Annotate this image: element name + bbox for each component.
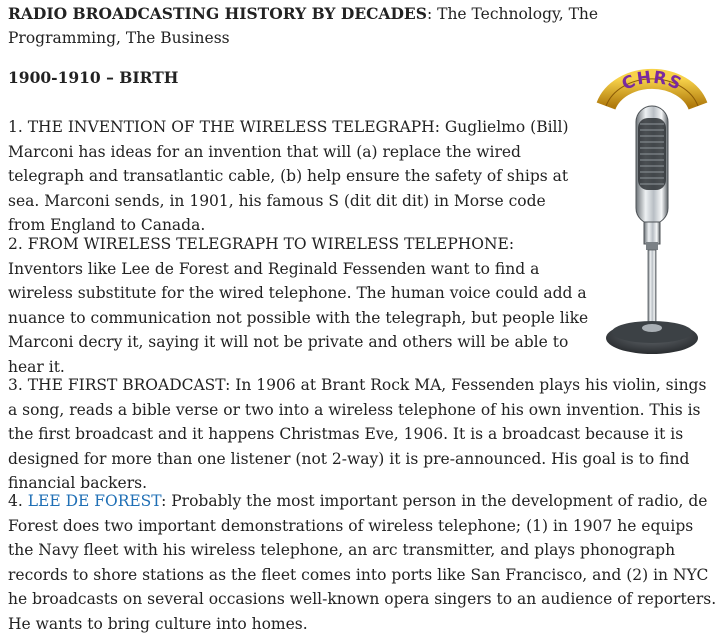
page-title-bold: RADIO BROADCASTING HISTORY BY DECADES bbox=[8, 4, 427, 23]
paragraph-4-text: : Probably the most important person in the development of radio, de Forest does two important demonstrations of wireless telephone; (1) in 1907 he equips the Navy fleet with his wireless telephone, an arc transmitter, and plays phonograph records to shore stations as the fleet comes into ports like San Francisco, and (2) in NYC he broadcasts on several occasions well-known opera singers to an audience of reporters. He wants to bring culture into homes. bbox=[8, 492, 717, 633]
paragraph-4-prefix: 4. bbox=[8, 492, 28, 510]
page-title bbox=[8, 2, 708, 50]
paragraph-1: 1. THE INVENTION OF THE WIRELESS TELEGRAPH: Guglielmo (Bill) Marconi has ideas for an invention that will (a) replace the wired telegraph and transatlantic cable, (b) help ensure the safety of ships at sea. Marconi sends, in 1901, his famous S (dit dit dit) in Morse code from England to Canada. bbox=[8, 118, 569, 235]
page-title-rest: : The Technology, The Programming, The Business bbox=[8, 5, 599, 47]
logo-text: CHRS bbox=[618, 67, 686, 95]
paragraph-4 bbox=[8, 489, 720, 637]
paragraph-2: 2. FROM WIRELESS TELEGRAPH TO WIRELESS TELEPHONE: Inventors like Lee de Forest and Reginald Fessenden want to find a wireless substitute for the wired telephone. The human voice could add a nuance to communication not possible with the telegraph, but people like Marconi decry it, saying it will not be private and others will be able to hear it. bbox=[8, 235, 589, 376]
section-title: 1900-1910 – BIRTH bbox=[8, 68, 179, 87]
microphone-icon bbox=[592, 66, 712, 372]
paragraph-3: 3. THE FIRST BROADCAST: In 1906 at Brant Rock MA, Fessenden plays his violin, sings a song, reads a bible verse or two into a wireless telephone of his own invention. This is the first broadcast and it happens Christmas Eve, 1906. It is a broadcast because it is designed for more than one listener (not 2-way) it is pre-announced. His goal is to find financial backers. bbox=[8, 376, 707, 493]
lee-de-forest-link[interactable]: LEE DE FOREST bbox=[27, 492, 162, 510]
chrs-microphone-logo bbox=[592, 66, 712, 372]
